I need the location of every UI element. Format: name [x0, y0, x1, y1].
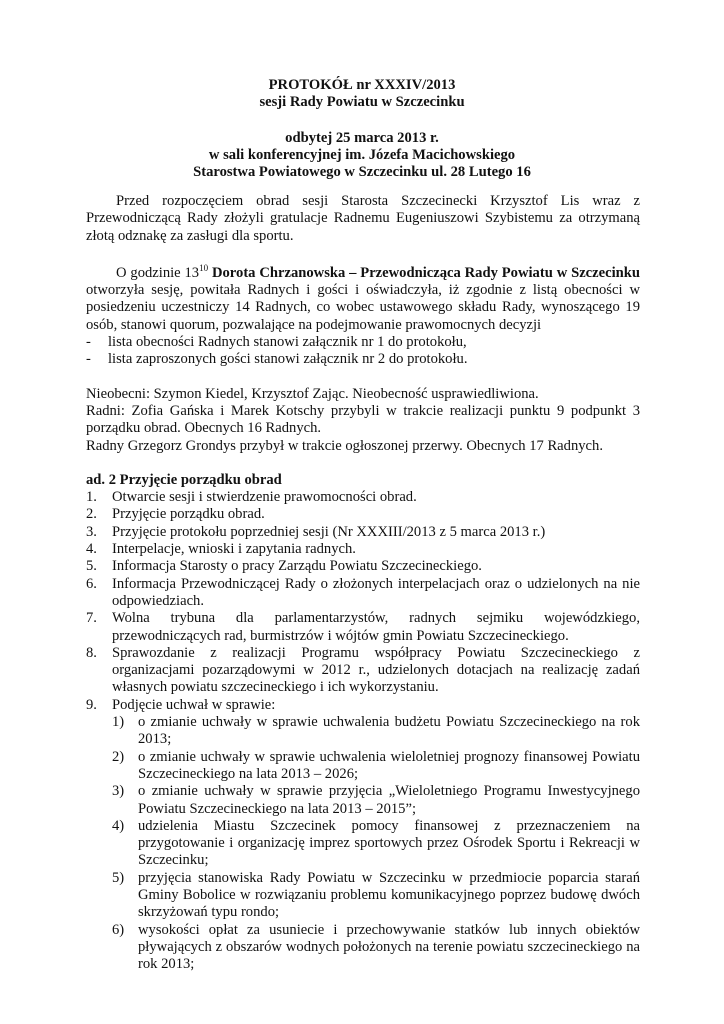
agenda-subitem-text: wysokości opłat za usuniecie i przechowywanie statków lub innych obiektów pływających z obszarów wodnych położonych na terenie powiatu szczecineckiego na rok 2013;: [138, 921, 640, 973]
document-subtitle: sesji Rady Powiatu w Szczecinku: [259, 94, 465, 111]
agenda-item: [86, 610, 640, 645]
opening-time-sup: 10: [199, 262, 209, 273]
agenda-subitem-text: udzielenia Miastu Szczecinek pomocy finansowej z przeznaczeniem na przygotowanie i organizację imprez sportowych przez Ośrodek Sportu i Rekreacji w Szczecinku;: [138, 817, 640, 869]
agenda-subitem: [112, 922, 640, 974]
agenda-item-number: 7.: [86, 610, 97, 627]
agenda-subitem-text: przyjęcia stanowiska Rady Powiatu w Szczecinku w przedmiocie poparcia starań Gminy Bobolice w rozwiązaniu problemu komunikacyjnego poprzez budowę dwóch skrzyżowań typu rondo;: [138, 869, 640, 921]
agenda-item-text: Informacja Starosty o pracy Zarządu Powiatu Szczecineckiego.: [112, 558, 482, 575]
agenda-item: [86, 645, 640, 697]
agenda-subitem-text: o zmianie uchwały w sprawie przyjęcia „Wieloletniego Programu Inwestycyjnego Powiatu Szczecineckiego na lata 2013 – 2015”;: [138, 783, 640, 817]
agenda-item-number: 3.: [86, 523, 97, 540]
late-arrival-note: Radni: Zofia Gańska i Marek Kotschy przybyli w trakcie realizacji punktu 9 podpunkt 3 porządku obrad. Obecnych 16 Radnych.: [86, 402, 640, 437]
agenda-item-text: Przyjęcie protokołu poprzedniej sesji (Nr XXXIII/2013 z 5 marca 2013 r.): [112, 523, 546, 540]
absent-note: Nieobecni: Szymon Kiedel, Krzysztof Zając. Nieobecność usprawiedliwiona.: [86, 385, 539, 402]
agenda-list: [86, 489, 640, 973]
agenda-subitem: [112, 870, 640, 922]
agenda-item-text: Informacja Przewodniczącej Rady o złożonych interpelacjach oraz o udzielonych na nie odpowiedziach.: [112, 575, 640, 609]
document-body: [86, 193, 640, 973]
session-date: odbytej 25 marca 2013 r.: [285, 129, 439, 146]
agenda-item: [86, 697, 640, 714]
agenda-item: [86, 558, 640, 575]
agenda-item: [86, 576, 640, 611]
agenda-item: [86, 506, 640, 523]
agenda-subitem: [112, 818, 640, 870]
agenda-item-number: 1.: [86, 489, 97, 506]
attachment-marker: -: [86, 351, 91, 368]
agenda-item-number: 4.: [86, 541, 97, 558]
agenda-item: [86, 541, 640, 558]
agenda-subitem-number: 6): [112, 921, 125, 938]
agenda-item-number: 6.: [86, 575, 97, 592]
chairperson-name: Dorota Chrzanowska – Przewodnicząca Rady Powiatu w Szczecinku: [211, 264, 640, 281]
opening-text: otworzyła sesję, powitała Radnych i gości i oświadczyła, iż zgodnie z listą obecności w posiedzeniu uczestniczy 14 Radnych, co wobec ustawowego składu Rady, wynoszącego 19 osób, stanowi quorum, pozwalające na podejmowanie prawomocnych decyzji: [86, 282, 640, 333]
attachment-item: [86, 351, 640, 368]
agenda-subitem: [112, 749, 640, 784]
agenda-item: [86, 524, 640, 541]
agenda-subitem-text: o zmianie uchwały w sprawie uchwalenia wieloletniej prognozy finansowej Powiatu Szczecineckiego na lata 2013 – 2026;: [138, 748, 640, 782]
agenda-subitem: [112, 714, 640, 749]
opening-paragraph: [86, 262, 640, 334]
agenda-item-number: 5.: [86, 558, 97, 575]
session-address: Starostwa Powiatowego w Szczecinku ul. 28 Lutego 16: [193, 164, 531, 181]
agenda-subitem-number: 3): [112, 783, 125, 800]
late-arrival-note-2: Radny Grzegorz Grondys przybył w trakcie ogłoszonej przerwy. Obecnych 17 Radnych.: [86, 437, 603, 454]
agenda-subitem-number: 2): [112, 748, 125, 765]
document-title: PROTOKÓŁ nr XXXIV/2013: [268, 77, 456, 93]
agenda-item: [86, 489, 640, 506]
attachment-text: lista obecności Radnych stanowi załącznik nr 1 do protokołu,: [108, 334, 467, 351]
attachment-marker: -: [86, 334, 91, 351]
agenda-title: ad. 2 Przyjęcie porządku obrad: [86, 471, 282, 488]
agenda-subitem: [112, 783, 640, 818]
attachment-text: lista zaproszonych gości stanowi załącznik nr 2 do protokołu.: [108, 351, 468, 368]
agenda-item-number: 8.: [86, 644, 97, 661]
agenda-item-number: 9.: [86, 696, 97, 713]
opening-prefix: O godzinie 13: [116, 264, 200, 281]
agenda-item-text: Sprawozdanie z realizacji Programu współpracy Powiatu Szczecineckiego z organizacjami pozarządowymi w 2012 r., udzielonych dotacjach na realizację zadań własnych powiatu szczecineckiego i ich wykorzystaniu.: [112, 644, 640, 696]
agenda-subitem-number: 1): [112, 714, 125, 731]
agenda-item-text: Podjęcie uchwał w sprawie:: [112, 696, 276, 713]
agenda-item-text: Interpelacje, wnioski i zapytania radnych.: [112, 541, 356, 558]
agenda-item-text: Wolna trybuna dla parlamentarzystów, radnych sejmiku wojewódzkiego, przewodniczących rad, burmistrzów i wójtów gmin Powiatu Szczecineckiego.: [112, 610, 640, 644]
agenda-item-text: Otwarcie sesji i stwierdzenie prawomocności obrad.: [112, 489, 417, 506]
agenda-subitem-number: 4): [112, 817, 125, 834]
attachment-item: [86, 334, 640, 351]
agenda-item-number: 2.: [86, 506, 97, 523]
agenda-item-text: Przyjęcie porządku obrad.: [112, 506, 265, 523]
intro-paragraph: Przed rozpoczęciem obrad sesji Starosta Szczecinecki Krzysztof Lis wraz z Przewodniczącą Rady złożyli gratulacje Radnemu Eugeniuszowi Szybistemu za otrzymaną złotą odznakę za zasługi dla sportu.: [86, 193, 640, 244]
agenda-subitem-number: 5): [112, 869, 125, 886]
document-header: [0, 77, 724, 181]
agenda-subitem-text: o zmianie uchwały w sprawie uchwalenia budżetu Powiatu Szczecineckiego na rok 2013;: [138, 714, 640, 748]
session-place: w sali konferencyjnej im. Józefa Macichowskiego: [208, 146, 516, 163]
